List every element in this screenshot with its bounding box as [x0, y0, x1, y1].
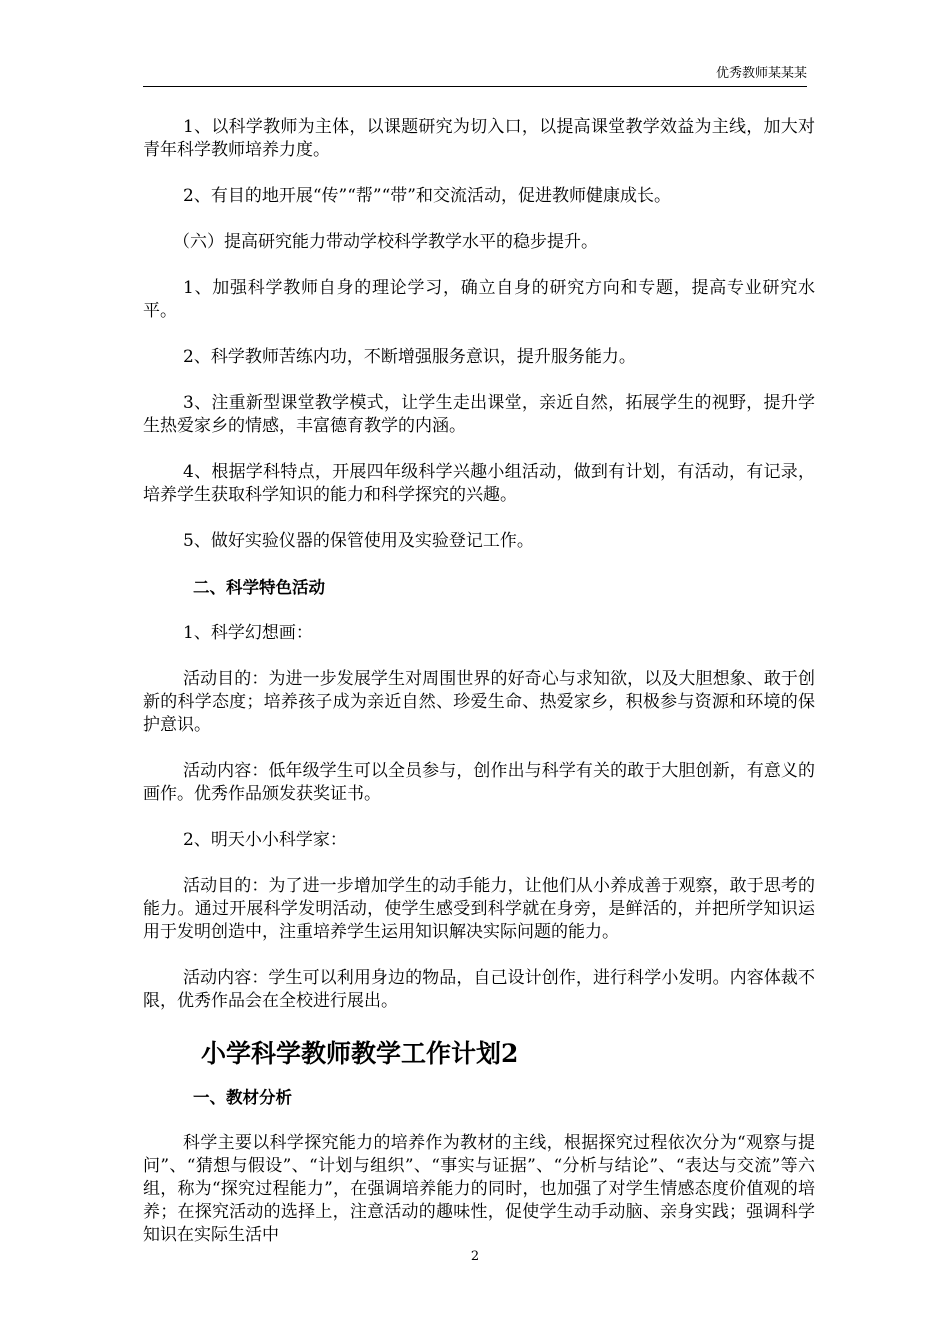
subsection-heading: （六）提高研究能力带动学校科学教学水平的稳步提升。 [173, 232, 598, 252]
header-rule [143, 86, 807, 87]
paragraph: 2、有目的地开展“传”“帮”“带”和交流活动，促进教师健康成长。 [183, 186, 671, 206]
section-heading: 一、教材分析 [193, 1088, 292, 1107]
document-title: 小学科学教师教学工作计划2 [201, 1039, 519, 1068]
paragraph: 1、加强科学教师自身的理论学习，确立自身的研究方向和专题，提高专业研究水平。 [143, 278, 815, 321]
paragraph: 活动内容：低年级学生可以全员参与，创作出与科学有关的敢于大胆创新，有意义的画作。优秀作品颁发获奖证书。 [143, 761, 815, 804]
paragraph: 1、科学幻想画： [183, 623, 313, 643]
paragraph: 2、明天小小科学家： [183, 830, 347, 850]
paragraph: 活动目的：为了进一步增加学生的动手能力，让他们从小养成善于观察，敢于思考的能力。通过开展科学发明活动，使学生感受到科学就在身旁，是鲜活的，并把所学知识运用于发明创造中，注重培养学生运用知识解决实际问题的能力。 [143, 876, 815, 942]
section-heading: 二、科学特色活动 [193, 578, 325, 597]
paragraph: 2、科学教师苦练内功，不断增强服务意识，提升服务能力。 [183, 347, 636, 367]
paragraph: 活动内容：学生可以利用身边的物品，自己设计创作，进行科学小发明。内容体裁不限，优秀作品会在全校进行展出。 [143, 968, 815, 1011]
paragraph: 1、以科学教师为主体，以课题研究为切入口，以提高课堂教学效益为主线，加大对青年科学教师培养力度。 [143, 117, 815, 160]
paragraph: 3、注重新型课堂教学模式，让学生走出课堂，亲近自然，拓展学生的视野，提升学生热爱家乡的情感，丰富德育教学的内涵。 [143, 393, 815, 436]
document-body [143, 116, 815, 1270]
paragraph: 4、根据学科特点，开展四年级科学兴趣小组活动，做到有计划，有活动，有记录，培养学生获取科学知识的能力和科学探究的兴趣。 [143, 462, 815, 505]
paragraph: 活动目的：为进一步发展学生对周围世界的好奇心与求知欲，以及大胆想象、敢于创新的科学态度；培养孩子成为亲近自然、珍爱生命、热爱家乡，积极参与资源和环境的保护意识。 [143, 669, 815, 735]
page-header: 优秀教师某某某 [715, 66, 807, 81]
paragraph: 5、做好实验仪器的保管使用及实验登记工作。 [183, 531, 534, 551]
paragraph: 科学主要以科学探究能力的培养作为教材的主线，根据探究过程依次分为“观察与提问”、“猜想与假设”、“计划与组织”、“事实与证据”、“分析与结论”、“表达与交流”等六组，称为“探究过程能力”，在强调培养能力的同时，也加强了对学生情感态度价值观的培养；在探究活动的选择上，注意活动的趣味性，促使学生动手动脑、亲身实践；强调科学知识在实际生活中 [143, 1133, 815, 1245]
page-number: 2 [470, 1249, 480, 1264]
